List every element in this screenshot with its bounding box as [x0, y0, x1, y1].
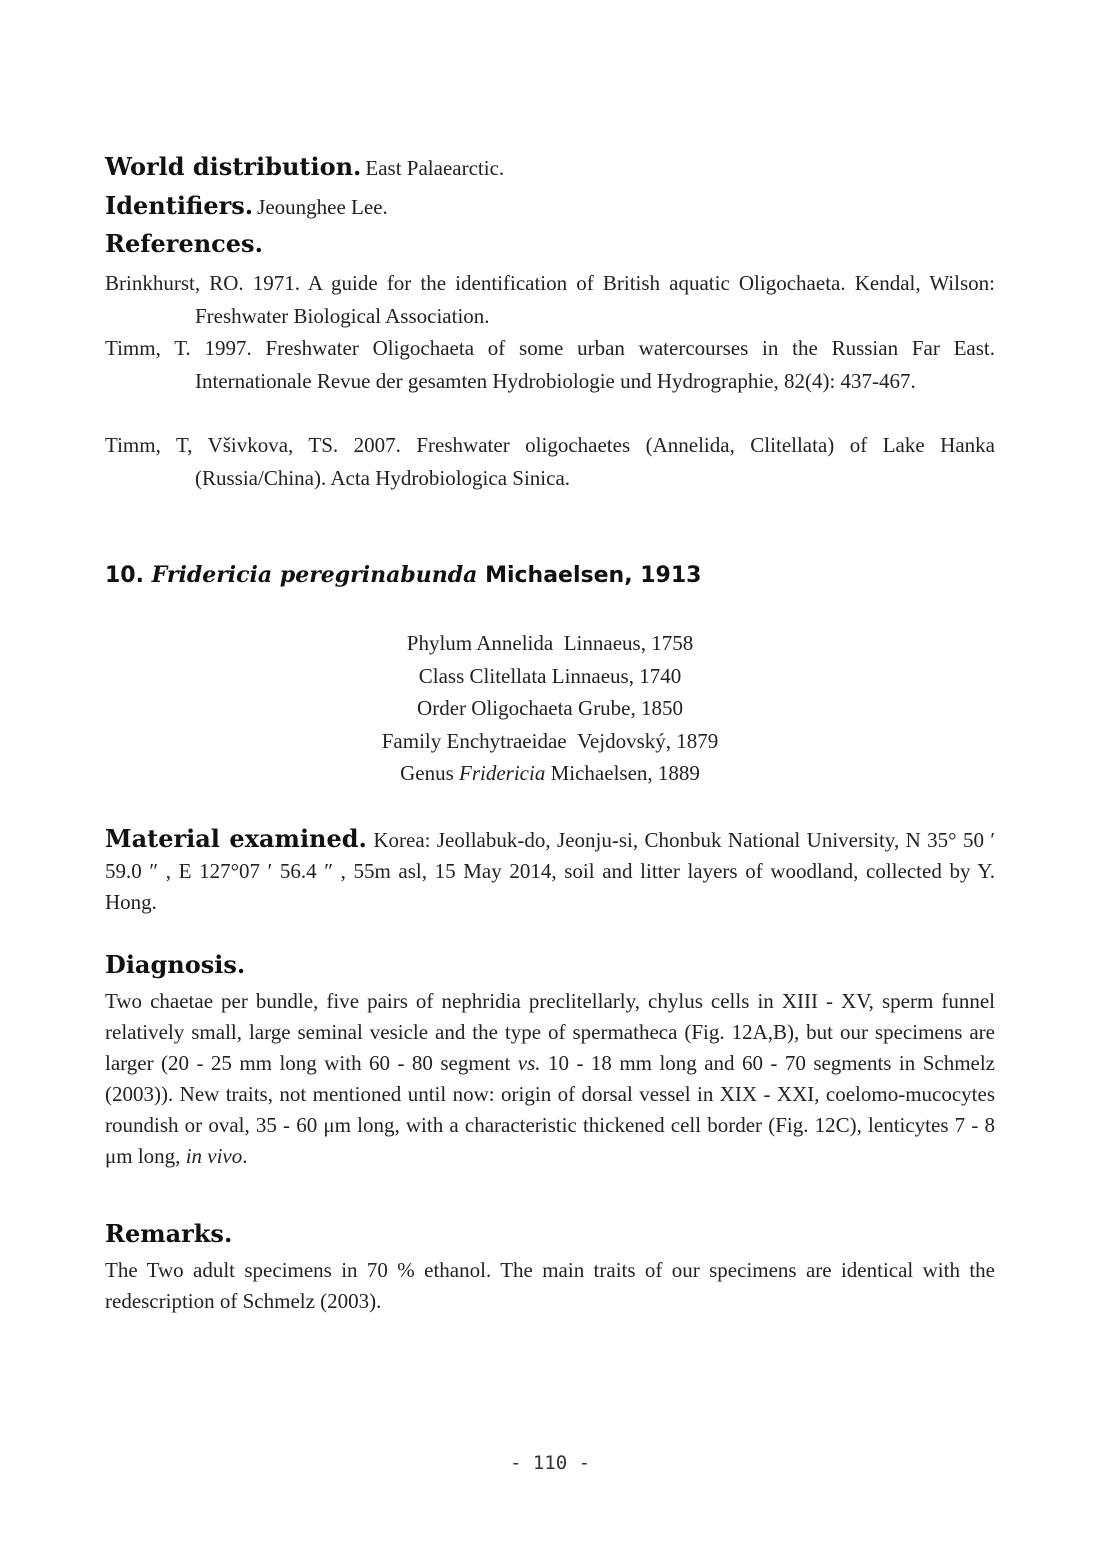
material-examined — [105, 823, 995, 918]
page-number: - 110 - — [509, 1452, 591, 1474]
identifiers-label: Identifiers. — [105, 191, 254, 220]
species-author: Michaelsen, 1913 — [485, 563, 702, 588]
species-binomial: Fridericia peregrinabunda — [151, 562, 478, 588]
material-examined-text: Korea: Jeollabuk-do, Jeonju-si, Chonbuk National University, N 35° 50 ′ 59.0 ″ , E 127°07 ′ 56.4 ″ , 55m asl, 15 May 2014, soil and litter layers of woodland, collected by Y. Hong. — [105, 828, 995, 914]
species-number: 10. — [105, 563, 144, 588]
taxonomy-class: Class Clitellata Linnaeus, 1740 — [418, 663, 682, 688]
identifiers — [105, 191, 388, 220]
world-distribution-label: World distribution. — [105, 152, 362, 181]
world-distribution-text: East Palaearctic. — [365, 156, 505, 180]
identifiers-text: Jeounghee Lee. — [257, 195, 388, 219]
remarks-heading: Remarks. — [105, 1219, 233, 1248]
reference-item: Brinkhurst, RO. 1971. A guide for the identification of British aquatic Oligochaeta. Kendal, Wilson: Freshwater Biological Association. — [105, 271, 995, 328]
reference-item: Timm, T, Všivkova, TS. 2007. Freshwater oligochaetes (Annelida, Clitellata) of Lake Hanka (Russia/China). Acta Hydrobiologica Sinica. — [105, 433, 995, 490]
remarks-text: The Two adult specimens in 70 % ethanol. The main traits of our specimens are identical with the redescription of Schmelz (2003). — [105, 1258, 995, 1313]
diagnosis-heading: Diagnosis. — [105, 950, 246, 979]
taxonomy-block — [105, 627, 995, 790]
taxonomy-family: Family Enchytraeidae Vejdovský, 1879 — [381, 728, 719, 753]
material-examined-label: Material examined. — [105, 824, 367, 853]
taxonomy-genus: Genus Fridericia Michaelsen, 1889 — [400, 761, 700, 785]
taxonomy-phylum: Phylum Annelida Linnaeus, 1758 — [406, 631, 694, 655]
reference-item: Timm, T. 1997. Freshwater Oligochaeta of some urban watercourses in the Russian Far East. Internationale Revue der gesamten Hydrobiologie und Hydrographie, 82(4): 437-467. — [105, 336, 995, 393]
references-heading: References. — [105, 229, 263, 258]
diagnosis-text: Two chaetae per bundle, five pairs of nephridia preclitellarly, chylus cells in XIII - XV, sperm funnel relatively small, large seminal vesicle and the type of spermatheca (Fig. 12A,B), but our specimens are larger (20 - 25 mm long with 60 - 80 segment vs. 10 - 18 mm long and 60 - 70 segments in Schmelz (2003)). New traits, not mentioned until now: origin of dorsal vessel in XIX - XXI, coelomo-mucocytes roundish or oval, 35 - 60 μm long, with a characteristic thickened cell border (Fig. 12C), lenticytes 7 - 8 μm long, in vivo. — [105, 989, 996, 1168]
species-title — [105, 562, 701, 588]
taxonomy-order: Order Oligochaeta Grube, 1850 — [417, 696, 683, 720]
world-distribution — [105, 152, 504, 181]
